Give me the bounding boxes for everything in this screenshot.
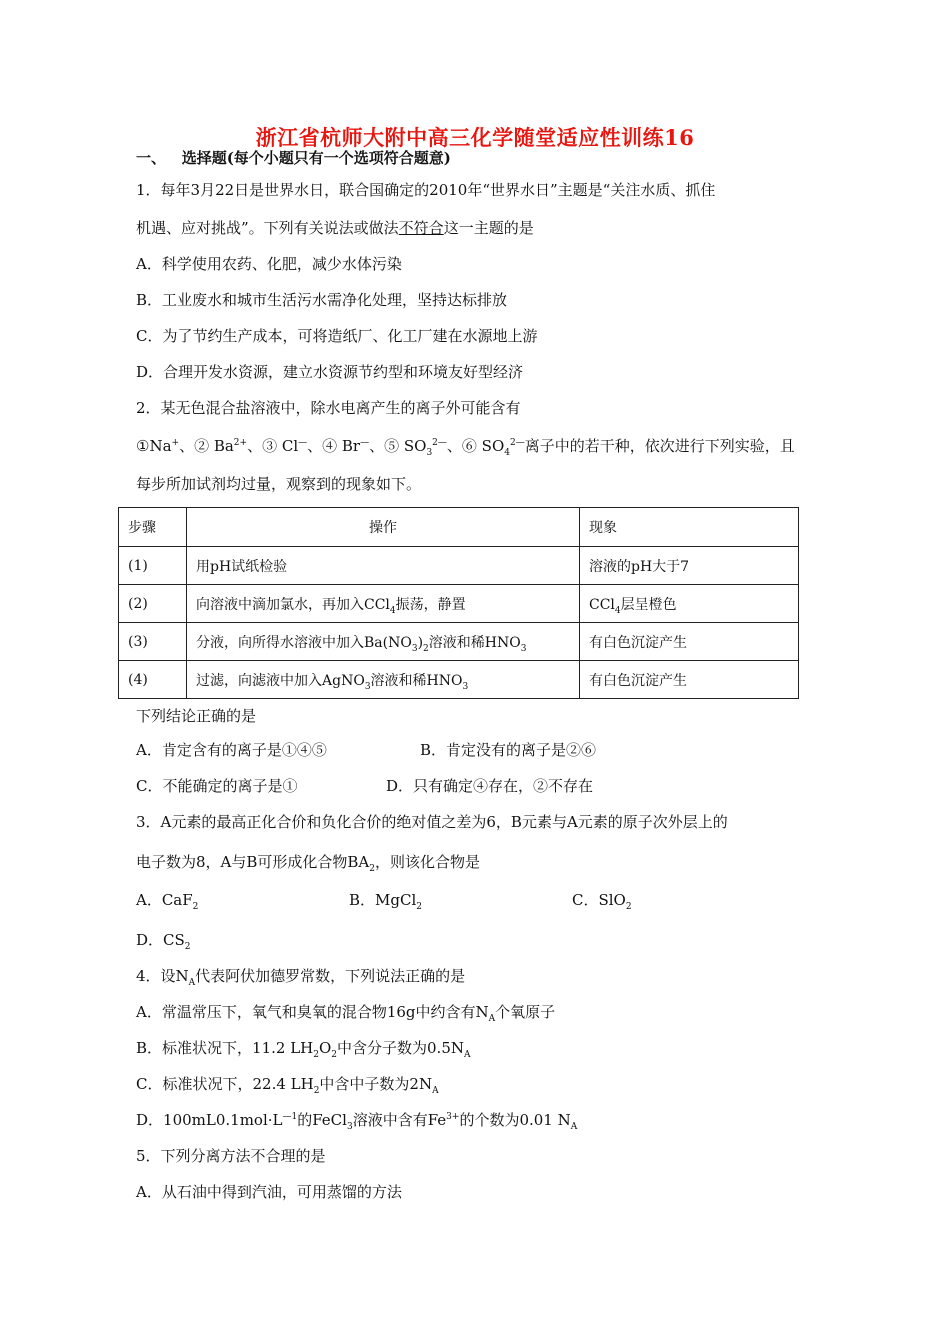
cell-step: (4)	[119, 661, 187, 699]
subscript: 4	[389, 605, 396, 616]
ion-so4: 、⑥ SO	[446, 437, 505, 455]
ion-so3: 、⑤ SO	[369, 437, 427, 455]
q2-ion-list	[136, 436, 795, 456]
q2-stem-tail: 离子中的若干种，依次进行下列实验，且	[524, 437, 795, 455]
table-row	[119, 585, 799, 623]
option-text: D．100mL0.1mol·L	[136, 1111, 283, 1129]
subscript: 4	[504, 448, 510, 458]
option-text: A．常温常压下，氧气和臭氧的混合物16g中约含有N	[136, 1003, 489, 1021]
q1-stem-tail: 这一主题的是	[443, 219, 534, 237]
subscript: 3	[462, 681, 469, 692]
subscript: A	[464, 1050, 471, 1060]
q3-option-b	[349, 890, 422, 910]
section-number: 一、	[136, 149, 167, 167]
cell-step: (3)	[119, 623, 187, 661]
subscript: A	[488, 1014, 496, 1024]
charge: +	[171, 438, 180, 448]
charge: 2+	[233, 438, 248, 448]
cell-text: 溶液和稀HNO	[428, 634, 521, 651]
cell-phenomenon: 有白色沉淀产生	[580, 661, 799, 699]
subscript: 2	[184, 942, 191, 952]
option-text: D．CS	[136, 931, 185, 949]
charge: —	[298, 438, 308, 448]
header-phenomenon: 现象	[580, 508, 799, 547]
cell-text: CCl	[589, 596, 615, 613]
cell-operation: 用pH试纸检验	[187, 547, 580, 585]
cell-text: 振荡，静置	[395, 596, 466, 613]
charge: 2—	[509, 438, 525, 448]
subscript: 2	[416, 902, 422, 912]
subscript: 3	[411, 643, 418, 654]
subscript: A	[188, 978, 196, 988]
q3-stem-tail: ，则该化合物是	[375, 853, 481, 871]
charge: —	[360, 438, 370, 448]
q1-option-b: B．工业废水和城市生活污水需净化处理，坚持达标排放	[136, 291, 508, 309]
option-text: 的个数为0.01 N	[459, 1111, 571, 1129]
option-text: 中含分子数为0.5N	[337, 1039, 464, 1057]
subscript: 2	[192, 902, 199, 912]
q3-stem-line2	[136, 852, 480, 872]
cell-text: 向溶液中滴加氯水，再加入CCl	[196, 596, 390, 613]
cell-text: 分液，向所得水溶液中加入Ba(NO	[196, 634, 412, 651]
subscript: 3	[520, 643, 527, 654]
charge: 2—	[432, 438, 447, 448]
q3-option-d	[136, 930, 191, 950]
q4-stem-text: 4．设N	[136, 967, 189, 985]
ion-br: 、④ Br	[307, 437, 361, 455]
subscript: 2	[331, 1050, 338, 1060]
option-text: 溶液中含有Fe	[352, 1111, 447, 1129]
subscript: 2	[369, 864, 375, 874]
q4-stem-tail: 代表阿伏加德罗常数，下列说法正确的是	[195, 967, 466, 985]
superscript: —1	[282, 1112, 298, 1122]
q4-option-b	[136, 1038, 471, 1058]
page-title: 浙江省杭师大附中高三化学随堂适应性训练16	[255, 125, 695, 150]
q3-option-c	[572, 890, 632, 910]
cell-text: 溶液和稀HNO	[370, 672, 463, 689]
cell-step: (2)	[119, 585, 187, 623]
cell-operation	[187, 661, 580, 699]
option-text: 个氧原子	[495, 1003, 556, 1021]
option-text: 的FeCl	[297, 1111, 347, 1129]
subscript: 2	[625, 902, 632, 912]
header-step: 步骤	[119, 508, 187, 547]
ion-cl: 、③ Cl	[247, 437, 299, 455]
q1-option-c: C．为了节约生产成本，可将造纸厂、化工厂建在水源地上游	[136, 327, 538, 345]
cell-phenomenon	[580, 585, 799, 623]
ion-na: ①Na	[136, 437, 172, 455]
subscript: 3	[364, 681, 371, 692]
q4-option-a	[136, 1002, 555, 1022]
q1-stem-line1: 1．每年3月22日是世界水日，联合国确定的2010年“世界水日”主题是“关注水质、抓住	[136, 181, 716, 199]
cell-operation	[187, 585, 580, 623]
option-text: C．标准状况下，22.4 LH	[136, 1075, 314, 1093]
subscript: A	[432, 1086, 439, 1096]
q5-stem: 5．下列分离方法不合理的是	[136, 1147, 326, 1165]
q1-option-d: D．合理开发水资源，建立水资源节约型和环境友好型经济	[136, 363, 524, 381]
subscript: 2	[313, 1086, 320, 1096]
q2-option-b: B．肯定没有的离子是②⑥	[420, 741, 597, 759]
q1-stem-text: 机遇、应对挑战”。下列有关说法或做法	[136, 219, 399, 237]
q3-option-a	[136, 890, 198, 910]
q2-option-d: D．只有确定④存在，②不存在	[386, 777, 594, 795]
subscript: 3	[426, 448, 433, 458]
q3-stem-text: 电子数为8，A与B可形成化合物BA	[136, 853, 370, 871]
cell-phenomenon: 有白色沉淀产生	[580, 623, 799, 661]
superscript: 3+	[446, 1112, 460, 1122]
table-row	[119, 547, 799, 585]
subscript: 4	[614, 605, 621, 616]
q5-option-a: A．从石油中得到汽油，可用蒸馏的方法	[136, 1183, 402, 1201]
header-operation: 操作	[187, 508, 580, 547]
q3-stem-line1: 3．A元素的最高正化合价和负化合价的绝对值之差为6，B元素与A元素的原子次外层上的	[136, 813, 728, 831]
section-heading	[136, 148, 451, 168]
section-label: 选择题(每个小题只有一个选项符合题意)	[181, 149, 451, 167]
cell-text: 层呈橙色	[620, 596, 677, 613]
cell-operation	[187, 623, 580, 661]
option-text: 中含中子数为2N	[319, 1075, 433, 1093]
q1-option-a: A．科学使用农药、化肥，减少水体污染	[136, 255, 402, 273]
cell-step: (1)	[119, 547, 187, 585]
q1-underlined-term: 不符合	[398, 219, 444, 237]
q1-stem-line2	[136, 218, 534, 238]
ion-ba: 、② Ba	[179, 437, 234, 455]
q4-option-c	[136, 1074, 439, 1094]
subscript: 2	[423, 643, 429, 654]
q2-option-a: A．肯定含有的离子是①④⑤	[136, 741, 327, 759]
q2-option-c: C．不能确定的离子是①	[136, 777, 298, 795]
option-text: B．MgCl	[349, 891, 417, 909]
cell-phenomenon: 溶液的pH大于7	[580, 547, 799, 585]
subscript: 2	[313, 1050, 319, 1060]
subscript: A	[570, 1122, 578, 1132]
q2-stem-line1: 2．某无色混合盐溶液中，除水电离产生的离子外可能含有	[136, 399, 521, 417]
q2-stem-line3: 每步所加试剂均过量，观察到的现象如下。	[136, 475, 422, 493]
table-row	[119, 661, 799, 699]
subscript: 3	[346, 1122, 353, 1132]
table-header-row	[119, 508, 799, 547]
option-text: A．CaF	[136, 891, 193, 909]
table-row	[119, 623, 799, 661]
q4-stem	[136, 966, 465, 986]
option-text: O	[318, 1039, 332, 1057]
option-text: C．SlO	[572, 891, 626, 909]
experiment-table	[118, 507, 799, 699]
option-text: B．标准状况下，11.2 LH	[136, 1039, 314, 1057]
q2-prompt: 下列结论正确的是	[136, 707, 257, 725]
cell-text: 过滤，向滤液中加入AgNO	[196, 672, 365, 689]
q4-option-d	[136, 1110, 577, 1130]
cell-text: )	[417, 634, 424, 651]
